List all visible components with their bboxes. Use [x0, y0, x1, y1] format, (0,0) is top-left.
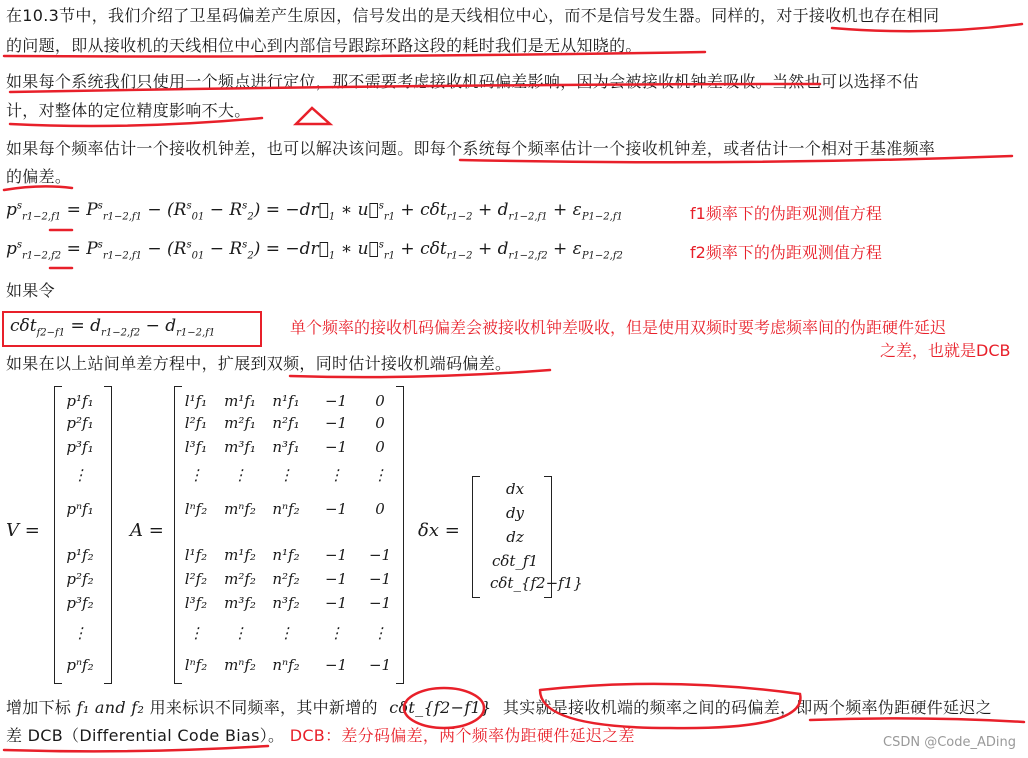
matrix-a-cell: ⋮ — [188, 624, 204, 642]
matrix-a-cell: −1 — [368, 656, 392, 674]
equation-dcb: $c\delta t_{f2-f1} = d_{r1-2,f2} - d_{r1-2,f1}$ — [10, 316, 216, 339]
matrix-a-cell: nⁿf₂ — [272, 656, 300, 674]
matrix-a-cell: −1 — [324, 570, 348, 588]
matrix-a-cell: 0 — [375, 438, 385, 456]
matrix-v-cell: p²f₁ — [66, 414, 94, 432]
matrix-a-cell: n³f₁ — [272, 438, 300, 456]
matrix-v-cell: p¹f₂ — [66, 546, 94, 564]
matrix-v-cell: p²f₂ — [66, 570, 94, 588]
matrix-a-cell: 0 — [375, 414, 385, 432]
matrix-a-cell: −1 — [324, 438, 348, 456]
matrix-dx-label: δx = — [418, 520, 460, 541]
note-dcb-footer: DCB：差分码偏差，两个频率伪距硬件延迟之差 — [289, 726, 635, 745]
triangle-mark — [296, 108, 330, 124]
matrix-a-cell: nⁿf₂ — [272, 500, 300, 518]
text-add-subscript: 增加下标 — [6, 698, 72, 717]
matrix-a-cell: ⋮ — [232, 466, 248, 484]
matrix-a-cell: −1 — [324, 656, 348, 674]
matrix-a-cell: n¹f₂ — [272, 546, 300, 564]
paragraph-2-line-2: 计，对整体的定位精度影响不大。 — [6, 101, 251, 120]
matrix-a-label: A = — [130, 520, 164, 541]
matrix-a-cell: m²f₁ — [224, 414, 256, 432]
text-dcb-definition: 差 DCB（Differential Code Bias）。 — [6, 726, 285, 745]
note-dcb-line-1: 单个频率的接收机码偏差会被接收机钟差吸收，但是使用双频时要考虑频率间的伪距硬件延迟 — [290, 318, 947, 337]
matrix-a-cell: n¹f₁ — [272, 392, 300, 410]
matrix-a-cell: m²f₂ — [224, 570, 256, 588]
matrix-a-cell: m¹f₂ — [224, 546, 256, 564]
matrix-a-cell: lⁿf₂ — [184, 500, 208, 518]
matrix-v-cell: p³f₁ — [66, 438, 94, 456]
matrix-a-cell: l¹f₁ — [184, 392, 208, 410]
matrix-a-cell: −1 — [324, 546, 348, 564]
inline-cdt: cδt_{f2−f1} — [389, 698, 492, 717]
equation-f1: $p^s_{r1-2,f1} = P^s_{r1-2,f1} - (R^s_{01} - R^s_2)$ = $-dr⃗_1$ ∗ u⃗$^s_{r1}$ + $c\delta t_{r1-2} + d_{r1-2,f1} + \varepsilon_{P1-2,f1}$ — [6, 200, 623, 223]
inline-f1-and-f2: f₁ and f₂ — [76, 698, 145, 717]
paragraph-dual-freq: 如果在以上站间单差方程中，扩展到双频，同时估计接收机端码偏差。 — [6, 354, 512, 373]
matrix-a-cell: ⋮ — [278, 466, 294, 484]
matrix-a-cell: ⋮ — [372, 624, 388, 642]
matrix-v-cell: ⋮ — [72, 466, 88, 484]
matrix-a-cell: mⁿf₂ — [224, 656, 256, 674]
matrix-a-cell: ⋮ — [278, 624, 294, 642]
csdn-watermark: CSDN @Code_ADing — [883, 735, 1016, 750]
matrix-v-right-bracket — [104, 386, 112, 684]
matrix-dx-left-bracket — [472, 476, 480, 598]
matrix-a-cell: 0 — [375, 500, 385, 518]
text-code-bias: 其实就是接收机端的频率之间的码偏差，即两个频率伪距硬件延迟之 — [502, 698, 992, 717]
matrix-a-cell: −1 — [368, 546, 392, 564]
matrix-a-cell: m¹f₁ — [224, 392, 256, 410]
matrix-a-cell: m³f₂ — [224, 594, 256, 612]
matrix-a-cell: 0 — [375, 392, 385, 410]
matrix-dx-cell: dx — [505, 480, 525, 498]
matrix-a-cell: l¹f₂ — [184, 546, 208, 564]
matrix-a-cell: lⁿf₂ — [184, 656, 208, 674]
matrix-a-cell: −1 — [368, 570, 392, 588]
matrix-dx-cell: dy — [505, 504, 525, 522]
matrix-v-cell: p¹f₁ — [66, 392, 94, 410]
matrix-a-cell: ⋮ — [328, 624, 344, 642]
matrix-a-cell: n²f₁ — [272, 414, 300, 432]
paragraph-3-line-2: 的偏差。 — [6, 167, 72, 186]
matrix-a-cell: l³f₂ — [184, 594, 208, 612]
matrix-a-cell: ⋮ — [232, 624, 248, 642]
matrix-v-cell: ⋮ — [72, 624, 88, 642]
matrix-dx-cell: cδt_{f2−f1} — [490, 574, 583, 592]
paragraph-1-line-1: 在10.3节中，我们介绍了卫星码偏差产生原因，信号发出的是天线相位中心，而不是信号发生器。同样的，对于接收机也存在相同 — [6, 6, 940, 25]
matrix-a-cell: −1 — [324, 594, 348, 612]
paragraph-3-line-1: 如果每个频率估计一个接收机钟差，也可以解决该问题。即每个系统每个频率估计一个接收机钟差，或者估计一个相对于基准频率 — [6, 139, 936, 158]
matrix-dx-cell: dz — [506, 528, 524, 546]
matrix-a-cell: l³f₁ — [184, 438, 208, 456]
paragraph-let: 如果令 — [6, 281, 55, 300]
note-f2-equation: f2频率下的伪距观测值方程 — [690, 243, 882, 262]
matrix-v-cell: p³f₂ — [66, 594, 94, 612]
matrix-a-cell: −1 — [324, 500, 348, 518]
matrix-a-cell: mⁿf₂ — [224, 500, 256, 518]
note-f1-equation: f1频率下的伪距观测值方程 — [690, 204, 882, 223]
matrix-a-cell: ⋮ — [188, 466, 204, 484]
paragraph-6-line-2 — [6, 722, 635, 750]
matrix-a-cell: m³f₁ — [224, 438, 256, 456]
matrix-a-cell: n³f₂ — [272, 594, 300, 612]
matrix-a-cell: l²f₂ — [184, 570, 208, 588]
matrix-v-cell: pⁿf₁ — [66, 500, 94, 518]
equation-f2: $p^s_{r1-2,f2} = P^s_{r1-2,f1} - (R^s_{01} - R^s_2)$ = $-dr⃗_1$ ∗ u⃗$^s_{r1}$ + $c\delta t_{r1-2} + d_{r1-2,f2} + \varepsilon_{P1-2,f2}$ — [6, 239, 623, 262]
matrix-a-cell: −1 — [324, 392, 348, 410]
paragraph-6-line-1 — [6, 694, 992, 722]
matrix-v-cell: pⁿf₂ — [66, 656, 94, 674]
matrix-dx-cell: cδt_f1 — [491, 552, 539, 570]
matrix-v-label: V = — [6, 520, 40, 541]
matrix-a-cell: ⋮ — [372, 466, 388, 484]
paragraph-1-line-2: 的问题，即从接收机的天线相位中心到内部信号跟踪环路这段的耗时我们是无从知晓的。 — [6, 36, 642, 55]
matrix-a-cell: ⋮ — [328, 466, 344, 484]
note-dcb-line-2: 之差，也就是DCB — [880, 341, 1011, 360]
matrix-a-cell: −1 — [324, 414, 348, 432]
paragraph-2-line-1: 如果每个系统我们只使用一个频点进行定位，那不需要考虑接收机码偏差影响，因为会被接收机钟差吸收。当然也可以选择不估 — [6, 72, 919, 91]
matrix-a-cell: n²f₂ — [272, 570, 300, 588]
matrix-a-cell: l²f₁ — [184, 414, 208, 432]
text-identify-freq: 用来标识不同频率，其中新增的 — [149, 698, 378, 717]
matrix-a-cell: −1 — [368, 594, 392, 612]
